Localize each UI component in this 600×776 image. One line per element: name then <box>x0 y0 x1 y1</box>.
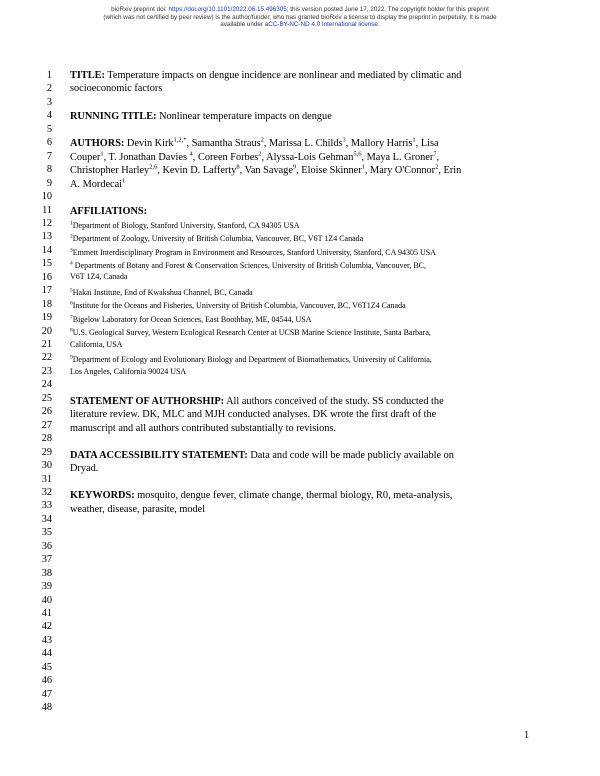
authorship-statement: manuscript and all authors contributed substantially to revisions. <box>70 423 336 434</box>
affiliation: $^4$ Departments of Botany and Forest & Conservation Sciences, University of British Columbia, Vancouver, BC, <box>70 260 427 270</box>
line-number: 11 <box>42 204 52 216</box>
header-text: (which was not certified by peer review) is the author/funder, who has granted bioRxiv a license to display the preprint in perpetuity. It is made <box>103 13 497 21</box>
line-number: 18 <box>41 298 52 310</box>
affiliation: $^8$U.S. Geological Survey, Western Ecological Research Center at UCSB Marine Science Institute, Santa Barbara, <box>70 327 431 337</box>
line-number: 36 <box>41 540 52 552</box>
keywords: weather, disease, parasite, model <box>70 504 206 515</box>
line-number: 21 <box>41 339 52 350</box>
line-number: 16 <box>41 271 52 283</box>
data-accessibility: Dryad. <box>70 463 99 474</box>
affiliation: $^1$Department of Biology, Stanford University, Stanford, CA 94305 USA <box>70 220 300 230</box>
line-number: 33 <box>41 500 52 512</box>
line-number: 4 <box>46 110 52 122</box>
line-number: 15 <box>41 258 52 270</box>
line-number: 14 <box>41 244 52 256</box>
authors-line: AUTHORS: Devin Kirk$^{1,2,*}$, Samantha Straus$^2$, Marissa L. Childs$^3$, Mallory Harris$^1$, Lisa <box>70 136 439 149</box>
keywords: KEYWORDS: mosquito, dengue fever, climate change, thermal biology, R0, meta-analysis, <box>70 490 453 501</box>
line-number: 31 <box>41 473 52 485</box>
line-number: 20 <box>41 325 52 337</box>
line-number: 1 <box>46 70 52 81</box>
page-number: 1 <box>524 730 530 741</box>
authors-line: A. Mordecai$^1$ <box>70 177 126 190</box>
line-number: 13 <box>41 231 52 243</box>
line-number: 2 <box>46 83 52 95</box>
line-number: 9 <box>46 177 52 189</box>
affiliation: $^5$Hakai Institute, End of Kwakshua Channel, BC, Canada <box>70 287 253 297</box>
line-number: 27 <box>41 419 52 431</box>
line-number: 34 <box>41 513 52 525</box>
affiliation: $^7$Bigelow Laboratory for Ocean Sciences, East Boothbay, ME, 04544, USA <box>70 314 312 324</box>
line-number: 46 <box>41 675 52 687</box>
line-number: 37 <box>41 554 52 566</box>
line-number: 7 <box>46 150 52 162</box>
line-number: 29 <box>41 446 52 458</box>
line-number: 42 <box>41 621 52 633</box>
authors-line: Couper$^1$, T. Jonathan Davies $^4$, Coreen Forbes$^2$, Alyssa-Lois Gehman$^{5,6}$, Maya L. Groner$^7$, <box>70 150 440 163</box>
running-title: RUNNING TITLE: Nonlinear temperature impacts on dengue <box>70 111 332 122</box>
line-number: 39 <box>41 581 52 593</box>
affiliation: California, USA <box>70 340 123 349</box>
line-number: 43 <box>41 634 52 646</box>
line-number: 40 <box>41 594 52 606</box>
line-number: 30 <box>41 460 52 472</box>
line-number: 17 <box>41 285 52 297</box>
line-number: 41 <box>41 608 52 619</box>
title-line: TITLE: Temperature impacts on dengue incidence are nonlinear and mediated by climatic and <box>70 70 462 81</box>
header-text: bioRxiv preprint doi: <box>111 6 169 13</box>
line-number: 19 <box>41 312 52 324</box>
affiliation: Los Angeles, California 90024 USA <box>70 367 187 376</box>
affiliations-heading: AFFILIATIONS: <box>70 206 148 217</box>
line-number: 48 <box>41 702 52 714</box>
license-link[interactable]: CC-BY-NC-ND 4.0 International license <box>268 21 378 29</box>
line-number: 47 <box>41 688 52 700</box>
data-accessibility: DATA ACCESSIBILITY STATEMENT: Data and code will be made publicly available on <box>70 450 454 461</box>
line-number: 38 <box>41 567 52 579</box>
line-number: 12 <box>41 217 52 229</box>
line-number: 25 <box>41 392 52 404</box>
header-text: available under a <box>220 21 269 29</box>
line-number: 3 <box>46 96 52 108</box>
line-number: 26 <box>41 406 52 418</box>
line-number: 24 <box>41 379 52 391</box>
affiliation: $^2$Department of Zoology, University of British Columbia, Vancouver, BC, V6T 1Z4 Canada <box>70 233 364 243</box>
preprint-header <box>40 6 560 29</box>
affiliation: $^9$Department of Ecology and Evolutionary Biology and Department of Biomathematics, University of California, <box>70 354 432 364</box>
line-number: 8 <box>46 164 52 176</box>
authors-line: Christopher Harley$^{2,6}$, Kevin D. Lafferty$^8$, Van Savage$^9$, Eloise Skinner$^1$, Mary O'Connor$^2$, Erin <box>70 163 462 176</box>
authorship-statement: literature review. DK, MLC and MJH conducted analyses. DK wrote the first draft of the <box>70 409 437 420</box>
line-number: 28 <box>41 433 52 445</box>
doi-link[interactable]: https://doi.org/10.1101/2022.06.15.496305 <box>168 6 287 13</box>
header-text: ; this version posted June 17, 2022. The copyright holder for this preprint <box>286 6 489 13</box>
title-line: socioeconomic factors <box>70 83 163 94</box>
line-number: 6 <box>46 137 52 149</box>
line-number: 45 <box>41 661 52 673</box>
line-number: 35 <box>41 527 52 539</box>
affiliation: $^3$Emmett Interdisciplinary Program in Environment and Resources, Stanford University, Stanford, CA 94305 USA <box>70 247 436 257</box>
line-number: 23 <box>41 365 52 377</box>
affiliation: V6T 1Z4, Canada <box>70 272 128 281</box>
line-number: 32 <box>41 486 52 498</box>
line-number: 10 <box>41 191 52 203</box>
line-number: 22 <box>41 352 52 364</box>
line-number: 44 <box>41 648 52 660</box>
affiliation: $^6$Institute for the Oceans and Fisheries, University of British Columbia, Vancouver, BC, V6T1Z4 Canada <box>70 300 406 310</box>
line-number: 5 <box>46 123 52 135</box>
header-text: . <box>377 21 380 29</box>
authorship-statement: STATEMENT OF AUTHORSHIP: All authors conceived of the study. SS conducted the <box>70 396 444 407</box>
